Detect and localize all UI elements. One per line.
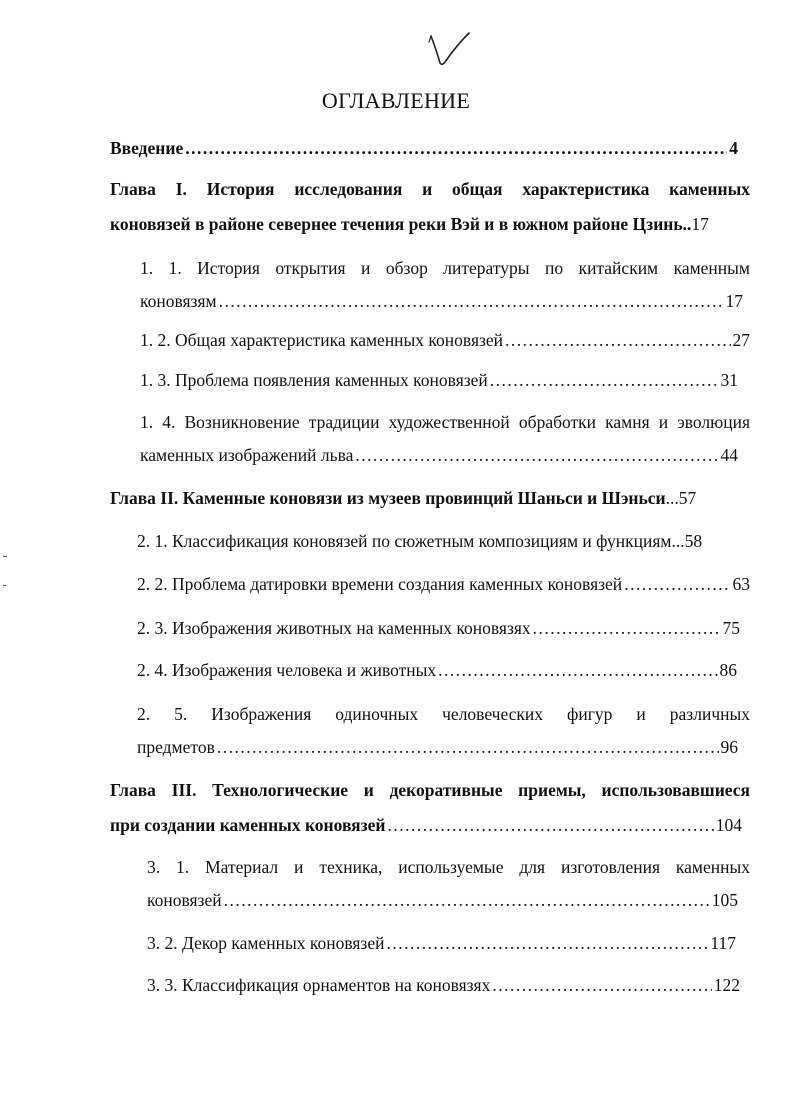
toc-2-2[interactable] [137,572,750,596]
toc-2-5-label: предметов [137,737,215,757]
toc-2-5-line1[interactable]: 2. 5. Изображения одиночных человеческих фигур и различных [137,704,750,724]
toc-2-2-label: 2. 2. Проблема датировки времени создания каменных коновязей [137,574,623,594]
toc-ch3-label: при создании каменных коновязей [110,815,386,835]
toc-2-5-line2[interactable] [137,735,738,759]
toc-1-1-page: 17 [725,291,743,311]
toc-1-4-page: 44 [720,445,738,465]
toc-intro-page: 4 [729,138,738,158]
leader-dots [217,735,719,759]
handwritten-mark [428,30,472,68]
toc-2-1-label: 2. 1. Классификация коновязей по сюжетным композициям и функциям [137,531,672,551]
toc-3-3-page: 122 [713,975,740,995]
toc-ch2-label: Глава II. Каменные коновязи из музеев провинций Шаньси и Шэньси [110,488,666,508]
toc-3-2[interactable] [147,931,736,955]
toc-3-1-label: коновязей [147,890,222,910]
toc-ch1-line1[interactable]: Глава I. История исследования и общая характеристика каменных [110,179,750,199]
toc-ch1-line2[interactable] [110,212,750,236]
leader-dots [355,443,718,467]
leader-dots [185,136,727,160]
toc-3-2-label: 3. 2. Декор каменных коновязей [147,933,385,953]
page-title: ОГЛАВЛЕНИЕ [321,88,471,113]
toc-3-1-page: 105 [711,890,738,910]
toc-1-2-page: 27 [732,330,750,350]
toc-1-2[interactable] [140,328,750,352]
leader-dots [533,616,721,640]
toc-1-1-line2[interactable] [140,289,743,313]
leader-dots [388,813,714,837]
toc-2-1[interactable] [137,529,748,553]
toc-1-4-line1[interactable]: 1. 4. Возникновение традиции художественной обработки камня и эволюция [140,412,750,432]
toc-2-2-page: 63 [732,574,750,594]
toc-2-3[interactable] [137,616,740,640]
leader-dots: .. [682,214,692,234]
toc-intro[interactable] [110,136,738,160]
leader-dots: ... [671,531,685,551]
toc-ch2[interactable] [110,486,742,510]
scan-speck [3,556,7,557]
leader-dots [224,888,710,912]
toc-1-4-line2[interactable] [140,443,738,467]
toc-ch1-page: 17 [691,214,709,234]
toc-1-3[interactable] [140,368,738,392]
toc-ch3-line1[interactable]: Глава III. Технологические и декоративные приемы, использовавшиеся [110,780,750,800]
leader-dots [624,572,730,596]
toc-2-4-label: 2. 4. Изображения человека и животных [137,660,437,680]
toc-1-1-line1[interactable]: 1. 1. История открытия и обзор литературы по китайским каменным [140,258,750,278]
toc-1-2-label: 1. 2. Общая характеристика каменных коновязей [140,330,504,350]
leader-dots [438,658,717,682]
leader-dots [492,973,711,997]
toc-2-3-page: 75 [722,618,740,638]
toc-2-5-page: 96 [720,737,738,757]
toc-2-1-page: 58 [684,531,703,551]
toc-ch3-line2[interactable] [110,813,742,837]
toc-2-4[interactable] [137,658,737,682]
toc-ch3-page: 104 [715,815,742,835]
toc-3-3-label: 3. 3. Классификация орнаментов на коновязях [147,975,491,995]
leader-dots [386,931,708,955]
toc-3-1-line2[interactable] [147,888,738,912]
toc-3-2-page: 117 [710,933,736,953]
toc-1-4-label: каменных изображений льва [140,445,354,465]
leader-dots [505,328,730,352]
leader-dots [490,368,719,392]
toc-intro-label: Введение [110,138,184,158]
toc-2-4-page: 86 [719,660,737,680]
toc-1-3-page: 31 [720,370,738,390]
toc-1-3-label: 1. 3. Проблема появления каменных коновязей [140,370,488,390]
leader-dots: ... [665,488,679,508]
toc-ch2-page: 57 [678,488,697,508]
toc-1-1-label: коновязям [140,291,217,311]
toc-3-1-line1[interactable]: 3. 1. Материал и техника, используемые для изготовления каменных [147,857,750,877]
toc-3-3[interactable] [147,973,740,997]
scan-speck [3,585,6,586]
leader-dots [219,289,724,313]
toc-2-3-label: 2. 3. Изображения животных на каменных коновязях [137,618,531,638]
toc-ch1-label: коновязей в районе севернее течения реки Вэй и в южном районе Цзинь [110,214,683,234]
